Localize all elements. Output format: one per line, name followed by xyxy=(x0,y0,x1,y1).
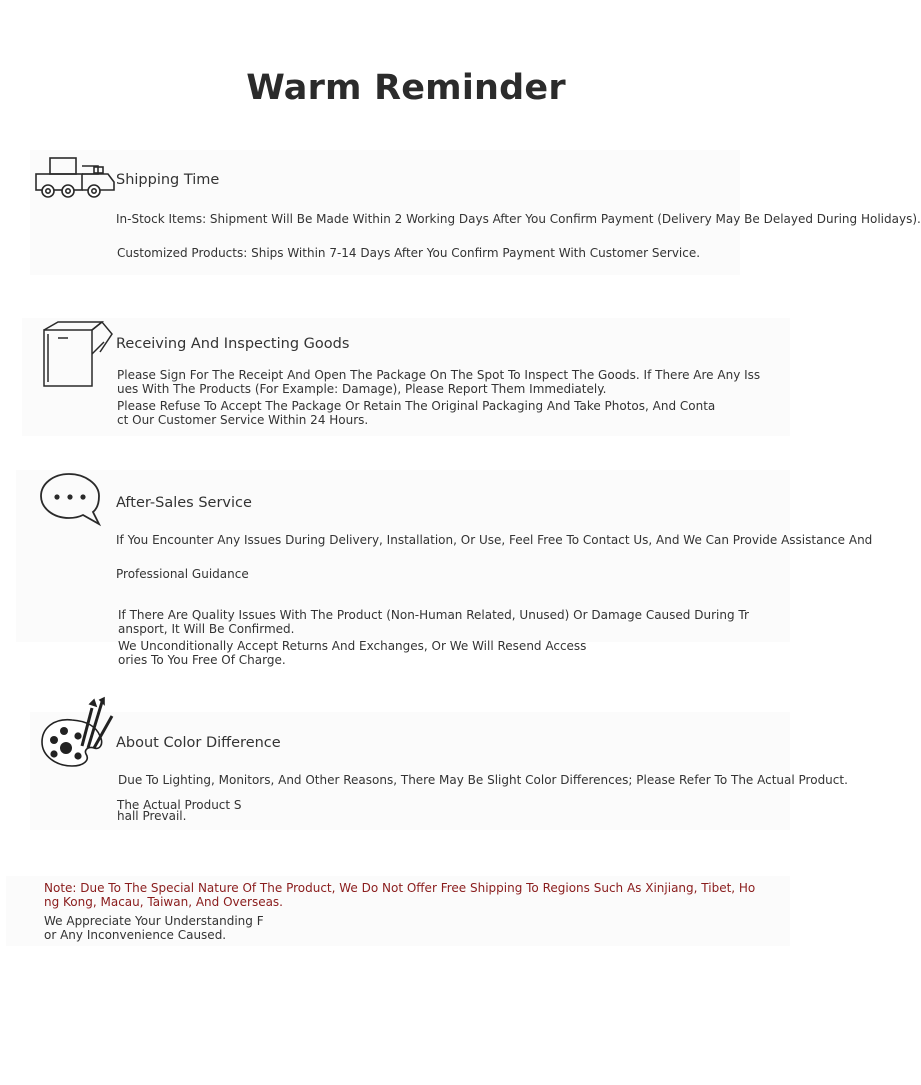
receiving-refuse-text: Please Refuse To Accept The Package Or Retain The Original Packaging And Take Photos, And Contact Our Customer Service Within 24 Hours. xyxy=(117,399,716,427)
page-title: Warm Reminder xyxy=(246,68,566,108)
paint-palette-icon xyxy=(40,698,116,772)
after-sales-quality-text: If There Are Quality Issues With The Product (Non-Human Related, Unused) Or Damage Caused During Transport, It Will Be Confirmed. xyxy=(118,608,749,636)
section-heading-after-sales: After-Sales Service xyxy=(116,495,252,511)
box-icon xyxy=(40,320,114,392)
speech-bubble-icon xyxy=(39,472,103,532)
section-heading-color: About Color Difference xyxy=(116,735,281,751)
color-difference-text: Due To Lighting, Monitors, And Other Reasons, There May Be Slight Color Differences; Please Refer To The Actual Product. xyxy=(118,773,848,787)
apology-text: We Appreciate Your Understanding For Any Inconvenience Caused. xyxy=(44,914,264,942)
section-heading-receiving: Receiving And Inspecting Goods xyxy=(116,336,350,352)
shipping-instock-text: In-Stock Items: Shipment Will Be Made Within 2 Working Days After You Confirm Payment (Delivery May Be Delayed During Holidays). xyxy=(116,212,921,226)
section-heading-shipping: Shipping Time xyxy=(116,172,220,188)
color-prevail-text: The Actual Product Shall Prevail. xyxy=(117,798,242,823)
shipping-restriction-note: Note: Due To The Special Nature Of The Product, We Do Not Offer Free Shipping To Regions Such As Xinjiang, Tibet, Hong Kong, Macau, Taiwan, And Overseas. xyxy=(44,881,756,909)
shipping-customized-text: Customized Products: Ships Within 7-14 Days After You Confirm Payment With Customer Service. xyxy=(117,246,701,260)
after-sales-guidance-text: Professional Guidance xyxy=(116,567,249,581)
after-sales-contact-text: If You Encounter Any Issues During Delivery, Installation, Or Use, Feel Free To Contact Us, And We Can Provide Assistance And xyxy=(116,533,873,547)
after-sales-returns-text: We Unconditionally Accept Returns And Exchanges, Or We Will Resend Accessories To You Free Of Charge. xyxy=(118,639,587,667)
receiving-inspect-text: Please Sign For The Receipt And Open The Package On The Spot To Inspect The Goods. If There Are Any Issues With The Products (For Example: Damage), Please Report Them Immediately. xyxy=(117,368,761,396)
truck-icon xyxy=(34,156,116,206)
